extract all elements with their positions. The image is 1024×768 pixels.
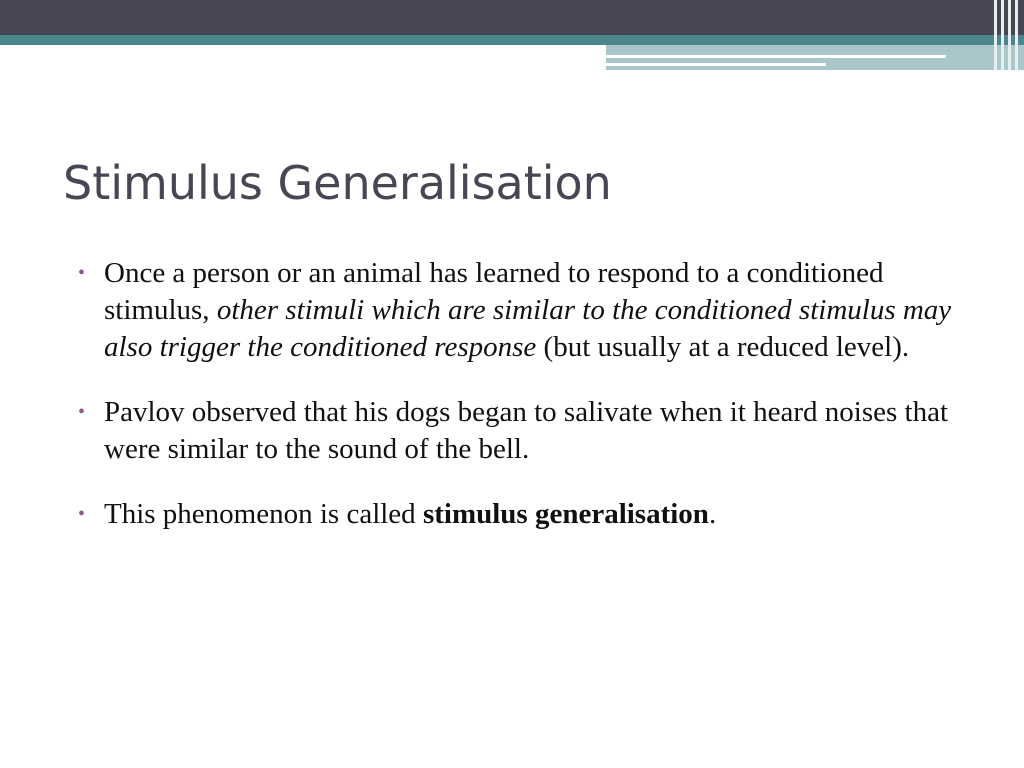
header-band-notch <box>0 45 606 52</box>
header-right-line <box>606 63 826 66</box>
bullet-dot: • <box>78 503 86 525</box>
slide-title: Stimulus Generalisation <box>63 156 612 210</box>
bullet-text: . <box>708 498 717 530</box>
header-stripe <box>1001 0 1004 70</box>
bullet-text: This phenomenon is called <box>104 498 423 530</box>
header-stripe <box>994 0 997 70</box>
bullet-item <box>78 496 978 533</box>
header-stripe <box>1008 0 1011 70</box>
bullet-text: (but usually at a reduced level). <box>536 331 910 363</box>
bullet-italic-text: other stimuli which are similar to the conditioned stimulus may also trigger the conditioned response <box>104 294 952 363</box>
header-band-dark <box>0 0 1024 35</box>
header-right-line <box>606 55 946 58</box>
bullet-item <box>78 255 978 366</box>
bullet-dot: • <box>78 401 86 423</box>
bullet-bold-text: stimulus generalisation <box>422 498 709 530</box>
bullet-text: Once a person or an animal has learned to respond to a conditioned stimulus, <box>104 257 884 326</box>
bullet-text: Pavlov observed that his dogs began to salivate when it heard noises that were similar to the sound of the bell. <box>104 396 949 465</box>
bullet-item <box>78 394 978 468</box>
bullet-dot: • <box>78 262 86 284</box>
bullet-list <box>78 255 978 561</box>
header-stripe <box>1015 0 1018 70</box>
header-band-teal <box>0 35 1024 45</box>
header-stripes <box>992 0 1024 70</box>
